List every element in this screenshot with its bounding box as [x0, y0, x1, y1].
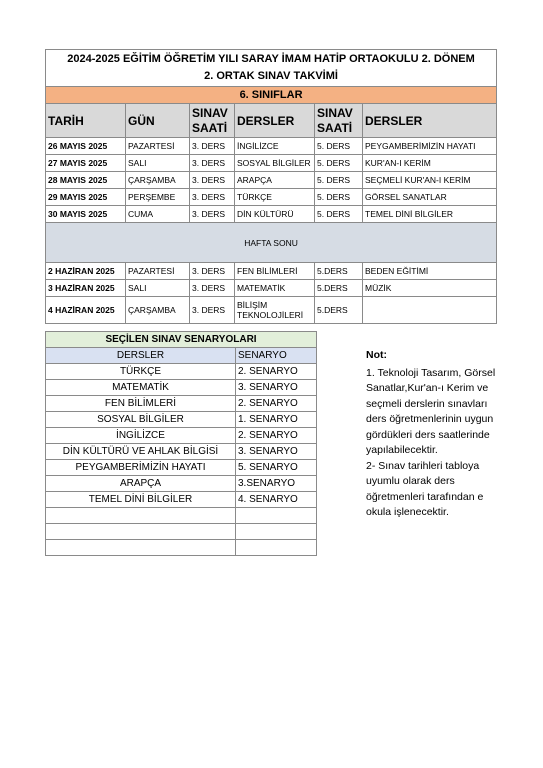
date-cell: 27 MAYIS 2025 — [46, 155, 126, 172]
day-cell: SALI — [126, 280, 190, 297]
hour-1-cell: 3. DERS — [190, 155, 235, 172]
scenario-row — [46, 428, 317, 444]
scenario-value-cell: 2. SENARYO — [236, 396, 317, 412]
scenario-lesson-cell — [46, 540, 236, 556]
day-cell: ÇARŞAMBA — [126, 297, 190, 324]
date-cell: 4 HAZİRAN 2025 — [46, 297, 126, 324]
scenario-row — [46, 444, 317, 460]
scenario-value-cell: 3. SENARYO — [236, 444, 317, 460]
hour-2-cell: 5. DERS — [315, 138, 363, 155]
schedule-row — [46, 297, 497, 324]
schedule-row — [46, 155, 497, 172]
scenario-lesson-cell: PEYGAMBERİMİZİN HAYATI — [46, 460, 236, 476]
scenario-value-cell: 4. SENARYO — [236, 492, 317, 508]
scenario-lesson-cell: MATEMATİK — [46, 380, 236, 396]
scenario-row — [46, 380, 317, 396]
header-date: TARİH — [46, 104, 126, 138]
hour-2-cell: 5.DERS — [315, 297, 363, 324]
lesson-1-cell: DİN KÜLTÜRÜ — [235, 206, 315, 223]
scenarios-table — [45, 331, 317, 556]
date-cell: 3 HAZİRAN 2025 — [46, 280, 126, 297]
lesson-1-cell: İNGİLİZCE — [235, 138, 315, 155]
note-item-1: 1. Teknoloji Tasarım, Görsel Sanatlar,Kur'an-ı Kerim ve seçmeli derslerin sınavları ders öğretmenlerinin uygun gördükleri ders saatlerinde yapılabilecektir. — [366, 366, 496, 456]
hour-1-cell: 3. DERS — [190, 297, 235, 324]
scenario-row — [46, 460, 317, 476]
header-hour-1 — [190, 104, 235, 138]
scenario-value-cell: 3. SENARYO — [236, 380, 317, 396]
lesson-1-cell: SOSYAL BİLGİLER — [235, 155, 315, 172]
scenario-lesson-cell: FEN BİLİMLERİ — [46, 396, 236, 412]
lesson-2-cell: SEÇMELİ KUR'AN-I KERİM — [363, 172, 497, 189]
holiday-row — [46, 223, 497, 263]
scenario-row — [46, 492, 317, 508]
hour-1-cell: 3. DERS — [190, 138, 235, 155]
weekend-label: HAFTA SONU — [46, 223, 497, 263]
scenario-value-cell: 2. SENARYO — [236, 428, 317, 444]
date-cell: 26 MAYIS 2025 — [46, 138, 126, 155]
scenario-row — [46, 396, 317, 412]
date-cell: 28 MAYIS 2025 — [46, 172, 126, 189]
lesson-2-cell: TEMEL DİNİ BİLGİLER — [363, 206, 497, 223]
day-cell: PAZARTESİ — [126, 138, 190, 155]
header-lessons-1: DERSLER — [235, 104, 315, 138]
day-cell: PERŞEMBE — [126, 189, 190, 206]
scenario-row — [46, 524, 317, 540]
hour-2-cell: 5. DERS — [315, 189, 363, 206]
note-item-2: 2- Sınav tarihleri tabloya uyumlu olarak ders öğretmenleri tarafından e okula işlenecektir. — [366, 459, 484, 518]
title-line-1: 2024-2025 EĞİTİM ÖĞRETİM YILI SARAY İMAM HATİP ORTAOKULU 2. DÖNEM — [67, 53, 475, 65]
header-hour-2 — [315, 104, 363, 138]
header-hour-1-a: SINAV — [192, 105, 228, 120]
scenario-lesson-cell: TEMEL DİNİ BİLGİLER — [46, 492, 236, 508]
scenario-row — [46, 364, 317, 380]
date-cell: 30 MAYIS 2025 — [46, 206, 126, 223]
header-hour-2-a: SINAV — [317, 105, 353, 120]
day-cell: ÇARŞAMBA — [126, 172, 190, 189]
lesson-1-cell: FEN BİLİMLERİ — [235, 263, 315, 280]
scenario-lesson-cell: İNGİLİZCE — [46, 428, 236, 444]
exam-schedule-table — [45, 49, 497, 324]
scenarios-header-row — [46, 348, 317, 364]
hour-1-cell: 3. DERS — [190, 263, 235, 280]
classes-label: 6. SINIFLAR — [46, 87, 497, 104]
scenarios-header-scenario: SENARYO — [236, 348, 317, 364]
scenario-value-cell: 1. SENARYO — [236, 412, 317, 428]
hour-1-cell: 3. DERS — [190, 206, 235, 223]
lesson-2-cell: GÖRSEL SANATLAR — [363, 189, 497, 206]
hour-1-cell: 3. DERS — [190, 280, 235, 297]
title-row — [46, 50, 497, 87]
scenario-row — [46, 540, 317, 556]
scenario-value-cell — [236, 508, 317, 524]
scenarios-header-lessons: DERSLER — [46, 348, 236, 364]
scenario-value-cell — [236, 524, 317, 540]
schedule-row — [46, 172, 497, 189]
scenario-value-cell: 5. SENARYO — [236, 460, 317, 476]
day-cell: PAZARTESİ — [126, 263, 190, 280]
scenario-row — [46, 508, 317, 524]
scenario-lesson-cell: ARAPÇA — [46, 476, 236, 492]
header-day: GÜN — [126, 104, 190, 138]
day-cell: SALI — [126, 155, 190, 172]
schedule-row — [46, 138, 497, 155]
page-title — [46, 50, 497, 87]
lesson-2-cell: PEYGAMBERİMİZİN HAYATI — [363, 138, 497, 155]
lesson-2-cell: MÜZİK — [363, 280, 497, 297]
scenario-row — [46, 476, 317, 492]
scenario-row — [46, 412, 317, 428]
schedule-row — [46, 189, 497, 206]
date-cell: 2 HAZİRAN 2025 — [46, 263, 126, 280]
scenario-lesson-cell: SOSYAL BİLGİLER — [46, 412, 236, 428]
lesson-2-cell — [363, 297, 497, 324]
note-box — [366, 348, 498, 521]
header-lessons-2: DERSLER — [363, 104, 497, 138]
hour-1-cell: 3. DERS — [190, 189, 235, 206]
day-cell: CUMA — [126, 206, 190, 223]
scenario-lesson-cell: TÜRKÇE — [46, 364, 236, 380]
scenario-lesson-cell: DİN KÜLTÜRÜ VE AHLAK BİLGİSİ — [46, 444, 236, 460]
lesson-1-cell: BİLİŞİM TEKNOLOJİLERİ — [235, 297, 315, 324]
lesson-1-cell: ARAPÇA — [235, 172, 315, 189]
lesson-2-cell: BEDEN EĞİTİMİ — [363, 263, 497, 280]
lesson-2-cell: KUR'AN-I KERİM — [363, 155, 497, 172]
scenario-value-cell: 2. SENARYO — [236, 364, 317, 380]
header-hour-2-b: SAATİ — [317, 120, 353, 135]
scenario-lesson-cell — [46, 524, 236, 540]
schedule-row — [46, 280, 497, 297]
scenario-lesson-cell — [46, 508, 236, 524]
scenario-value-cell — [236, 540, 317, 556]
scenario-value-cell: 3.SENARYO — [236, 476, 317, 492]
header-row — [46, 104, 497, 138]
title-line-2: 2. ORTAK SINAV TAKVİMİ — [204, 70, 338, 82]
note-title: Not: — [366, 349, 387, 361]
scenarios-title-row — [46, 332, 317, 348]
lesson-1-cell: TÜRKÇE — [235, 189, 315, 206]
hour-2-cell: 5.DERS — [315, 280, 363, 297]
lesson-1-cell: MATEMATİK — [235, 280, 315, 297]
classes-row — [46, 87, 497, 104]
schedule-row — [46, 263, 497, 280]
date-cell: 29 MAYIS 2025 — [46, 189, 126, 206]
hour-1-cell: 3. DERS — [190, 172, 235, 189]
hour-2-cell: 5. DERS — [315, 172, 363, 189]
scenarios-title: SEÇİLEN SINAV SENARYOLARI — [46, 332, 317, 348]
hour-2-cell: 5. DERS — [315, 155, 363, 172]
hour-2-cell: 5.DERS — [315, 263, 363, 280]
schedule-row — [46, 206, 497, 223]
hour-2-cell: 5. DERS — [315, 206, 363, 223]
header-hour-1-b: SAATİ — [192, 120, 228, 135]
